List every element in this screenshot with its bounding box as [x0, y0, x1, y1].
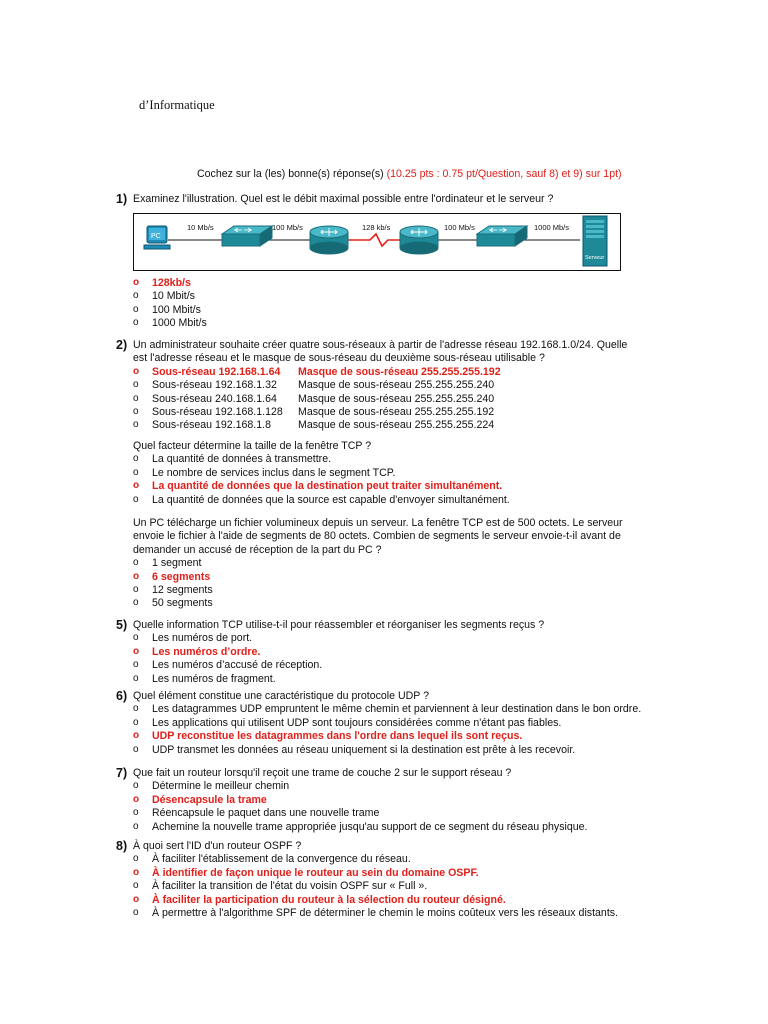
- option[interactable]: o Achemine la nouvelle trame appropriée jusqu'au support de ce segment du réseau physique.: [133, 821, 636, 834]
- question-text: À quoi sert l'ID d'un routeur OSPF ?: [133, 840, 302, 852]
- question-1-options: [116, 277, 636, 331]
- link-label-2: 100 Mb/s: [272, 223, 303, 232]
- question-7: [116, 767, 636, 834]
- option[interactable]: o À permettre à l'algorithme SPF de déterminer le chemin le moins coûteux vers les réseaux distants.: [133, 907, 636, 920]
- option[interactable]: [133, 393, 636, 406]
- instructions: [197, 168, 622, 180]
- switch-icon: [222, 226, 272, 246]
- question-number: 8): [116, 839, 128, 853]
- link-serial: [346, 234, 404, 246]
- question-text: Quelle information TCP utilise-t-il pour réassembler et réorganiser les segments reçus ?: [133, 619, 545, 631]
- option[interactable]: [133, 406, 636, 419]
- option[interactable]: o Le nombre de services inclus dans le segment TCP.: [133, 467, 636, 480]
- option[interactable]: o À faciliter la transition de l'état du voisin OSPF sur « Full ».: [133, 880, 636, 893]
- pc-label: PC: [151, 233, 161, 240]
- question-text: Examinez l'illustration. Quel est le débit maximal possible entre l'ordinateur et le serveur ?: [133, 193, 554, 205]
- option-correct[interactable]: o UDP reconstitue les datagrammes dans l'ordre dans lequel ils sont reçus.: [133, 730, 636, 743]
- option-correct[interactable]: o 6 segments: [133, 571, 636, 584]
- question-number: 6): [116, 689, 128, 703]
- option-correct[interactable]: o 128kb/s: [133, 277, 636, 290]
- option[interactable]: o La quantité de données à transmettre.: [133, 453, 636, 466]
- option-correct[interactable]: o Désencapsule la trame: [133, 794, 636, 807]
- option[interactable]: o 100 Mbit/s: [133, 304, 636, 317]
- option-correct[interactable]: o À identifier de façon unique le routeur au sein du domaine OSPF.: [133, 867, 636, 880]
- option[interactable]: o 12 segments: [133, 584, 636, 597]
- question-text: Un administrateur souhaite créer quatre sous-réseaux à partir de l'adresse réseau 192.168.1.0/24. Quelle est l'adresse réseau et le masque de sous-réseau du deuxième sous-réseau utilisable ?: [133, 339, 628, 365]
- option-mask: Masque de sous-réseau 255.255.255.240: [298, 379, 495, 392]
- question-4: [116, 517, 636, 611]
- network-diagram-svg: [134, 214, 620, 270]
- question-number: 7): [116, 766, 128, 780]
- question-text: Quel facteur détermine la taille de la fenêtre TCP ?: [133, 440, 372, 452]
- option-subnet: Sous-réseau 192.168.1.8: [152, 419, 271, 432]
- option[interactable]: o Les datagrammes UDP empruntent le même chemin et parviennent à leur destination dans le bon ordre.: [133, 703, 636, 716]
- option[interactable]: o La quantité de données que la source est capable d'envoyer simultanément.: [133, 494, 636, 507]
- document-header: d’Informatique: [139, 98, 215, 112]
- option-correct[interactable]: o La quantité de données que la destination peut traiter simultanément.: [133, 480, 636, 493]
- question-2: [116, 339, 636, 433]
- link-label-3: 128 kb/s: [362, 223, 391, 232]
- question-text: Quel élément constitue une caractéristique du protocole UDP ?: [133, 690, 430, 702]
- question-number: 5): [116, 618, 128, 632]
- server-label: Serveur: [585, 255, 605, 261]
- option-correct[interactable]: o Les numéros d’ordre.: [133, 646, 636, 659]
- question-3: [116, 440, 636, 507]
- option-subnet: Sous-réseau 192.168.1.32: [152, 379, 277, 392]
- option-subnet: Sous-réseau 192.168.1.64: [152, 365, 281, 378]
- question-6: [116, 689, 642, 757]
- option[interactable]: o Les numéros de port.: [133, 632, 636, 645]
- link-label-4: 100 Mb/s: [444, 223, 475, 232]
- option[interactable]: o Les applications qui utilisent UDP sont toujours considérées comme n'étant pas fiables.: [133, 717, 636, 730]
- option[interactable]: o Détermine le meilleur chemin: [133, 780, 636, 793]
- switch-icon: [477, 226, 527, 246]
- option-subnet: Sous-réseau 240.168.1.64: [152, 392, 277, 405]
- link-label-1: 10 Mb/s: [187, 223, 214, 232]
- option[interactable]: o 1 segment: [133, 557, 636, 570]
- question-text: Un PC télécharge un fichier volumineux depuis un serveur. La fenêtre TCP est de 500 octets. Le serveur envoie le fichier à l'aide de segments de 80 octets. Combien de segments le serveur envoie-t-il avant de demander un accusé de réception de la part du PC ?: [133, 517, 623, 556]
- instructions-detail: : 0.75 pt/Question, sauf 8) et 9) sur 1pt): [433, 168, 622, 180]
- option[interactable]: [133, 379, 636, 392]
- option-mask: Masque de sous-réseau 255.255.255.224: [298, 419, 495, 432]
- option-mask: Masque de sous-réseau 255.255.255.192: [298, 405, 495, 418]
- option-correct[interactable]: o À faciliter la participation du routeur à la sélection du routeur désigné.: [133, 894, 636, 907]
- option[interactable]: o À faciliter l'établissement de la convergence du réseau.: [133, 853, 636, 866]
- option[interactable]: [133, 419, 636, 432]
- question-text: Que fait un routeur lorsqu'il reçoit une trame de couche 2 sur le support réseau ?: [133, 767, 512, 779]
- question-1: [116, 193, 636, 206]
- option[interactable]: o 10 Mbit/s: [133, 290, 636, 303]
- question-8: [116, 840, 636, 920]
- option-mask: Masque de sous-réseau 255.255.255.192: [298, 365, 501, 378]
- router-icon: [400, 226, 438, 254]
- question-5: [116, 619, 636, 686]
- question-number: 2): [116, 338, 128, 352]
- network-diagram: [133, 213, 621, 271]
- option-subnet: Sous-réseau 192.168.1.128: [152, 405, 283, 418]
- router-icon: [310, 226, 348, 254]
- option[interactable]: o 1000 Mbit/s: [133, 317, 636, 330]
- option[interactable]: o UDP transmet les données au réseau uniquement si la destination est prête à les recevoir.: [133, 744, 636, 757]
- link-label-5: 1000 Mb/s: [534, 223, 570, 232]
- option-mask: Masque de sous-réseau 255.255.255.240: [298, 392, 495, 405]
- option-correct[interactable]: [133, 366, 636, 379]
- option[interactable]: o Les numéros d’accusé de réception.: [133, 659, 636, 672]
- option[interactable]: o Réencapsule le paquet dans une nouvelle trame: [133, 807, 636, 820]
- server-icon: [583, 216, 607, 266]
- option[interactable]: o Les numéros de fragment.: [133, 673, 636, 686]
- pc-icon: [144, 226, 170, 249]
- option[interactable]: o 50 segments: [133, 597, 636, 610]
- instructions-points: (10.25 pts: [386, 168, 434, 180]
- question-number: 1): [116, 192, 128, 206]
- instructions-prefix: Cochez sur la (les) bonne(s) réponse(s): [197, 168, 387, 180]
